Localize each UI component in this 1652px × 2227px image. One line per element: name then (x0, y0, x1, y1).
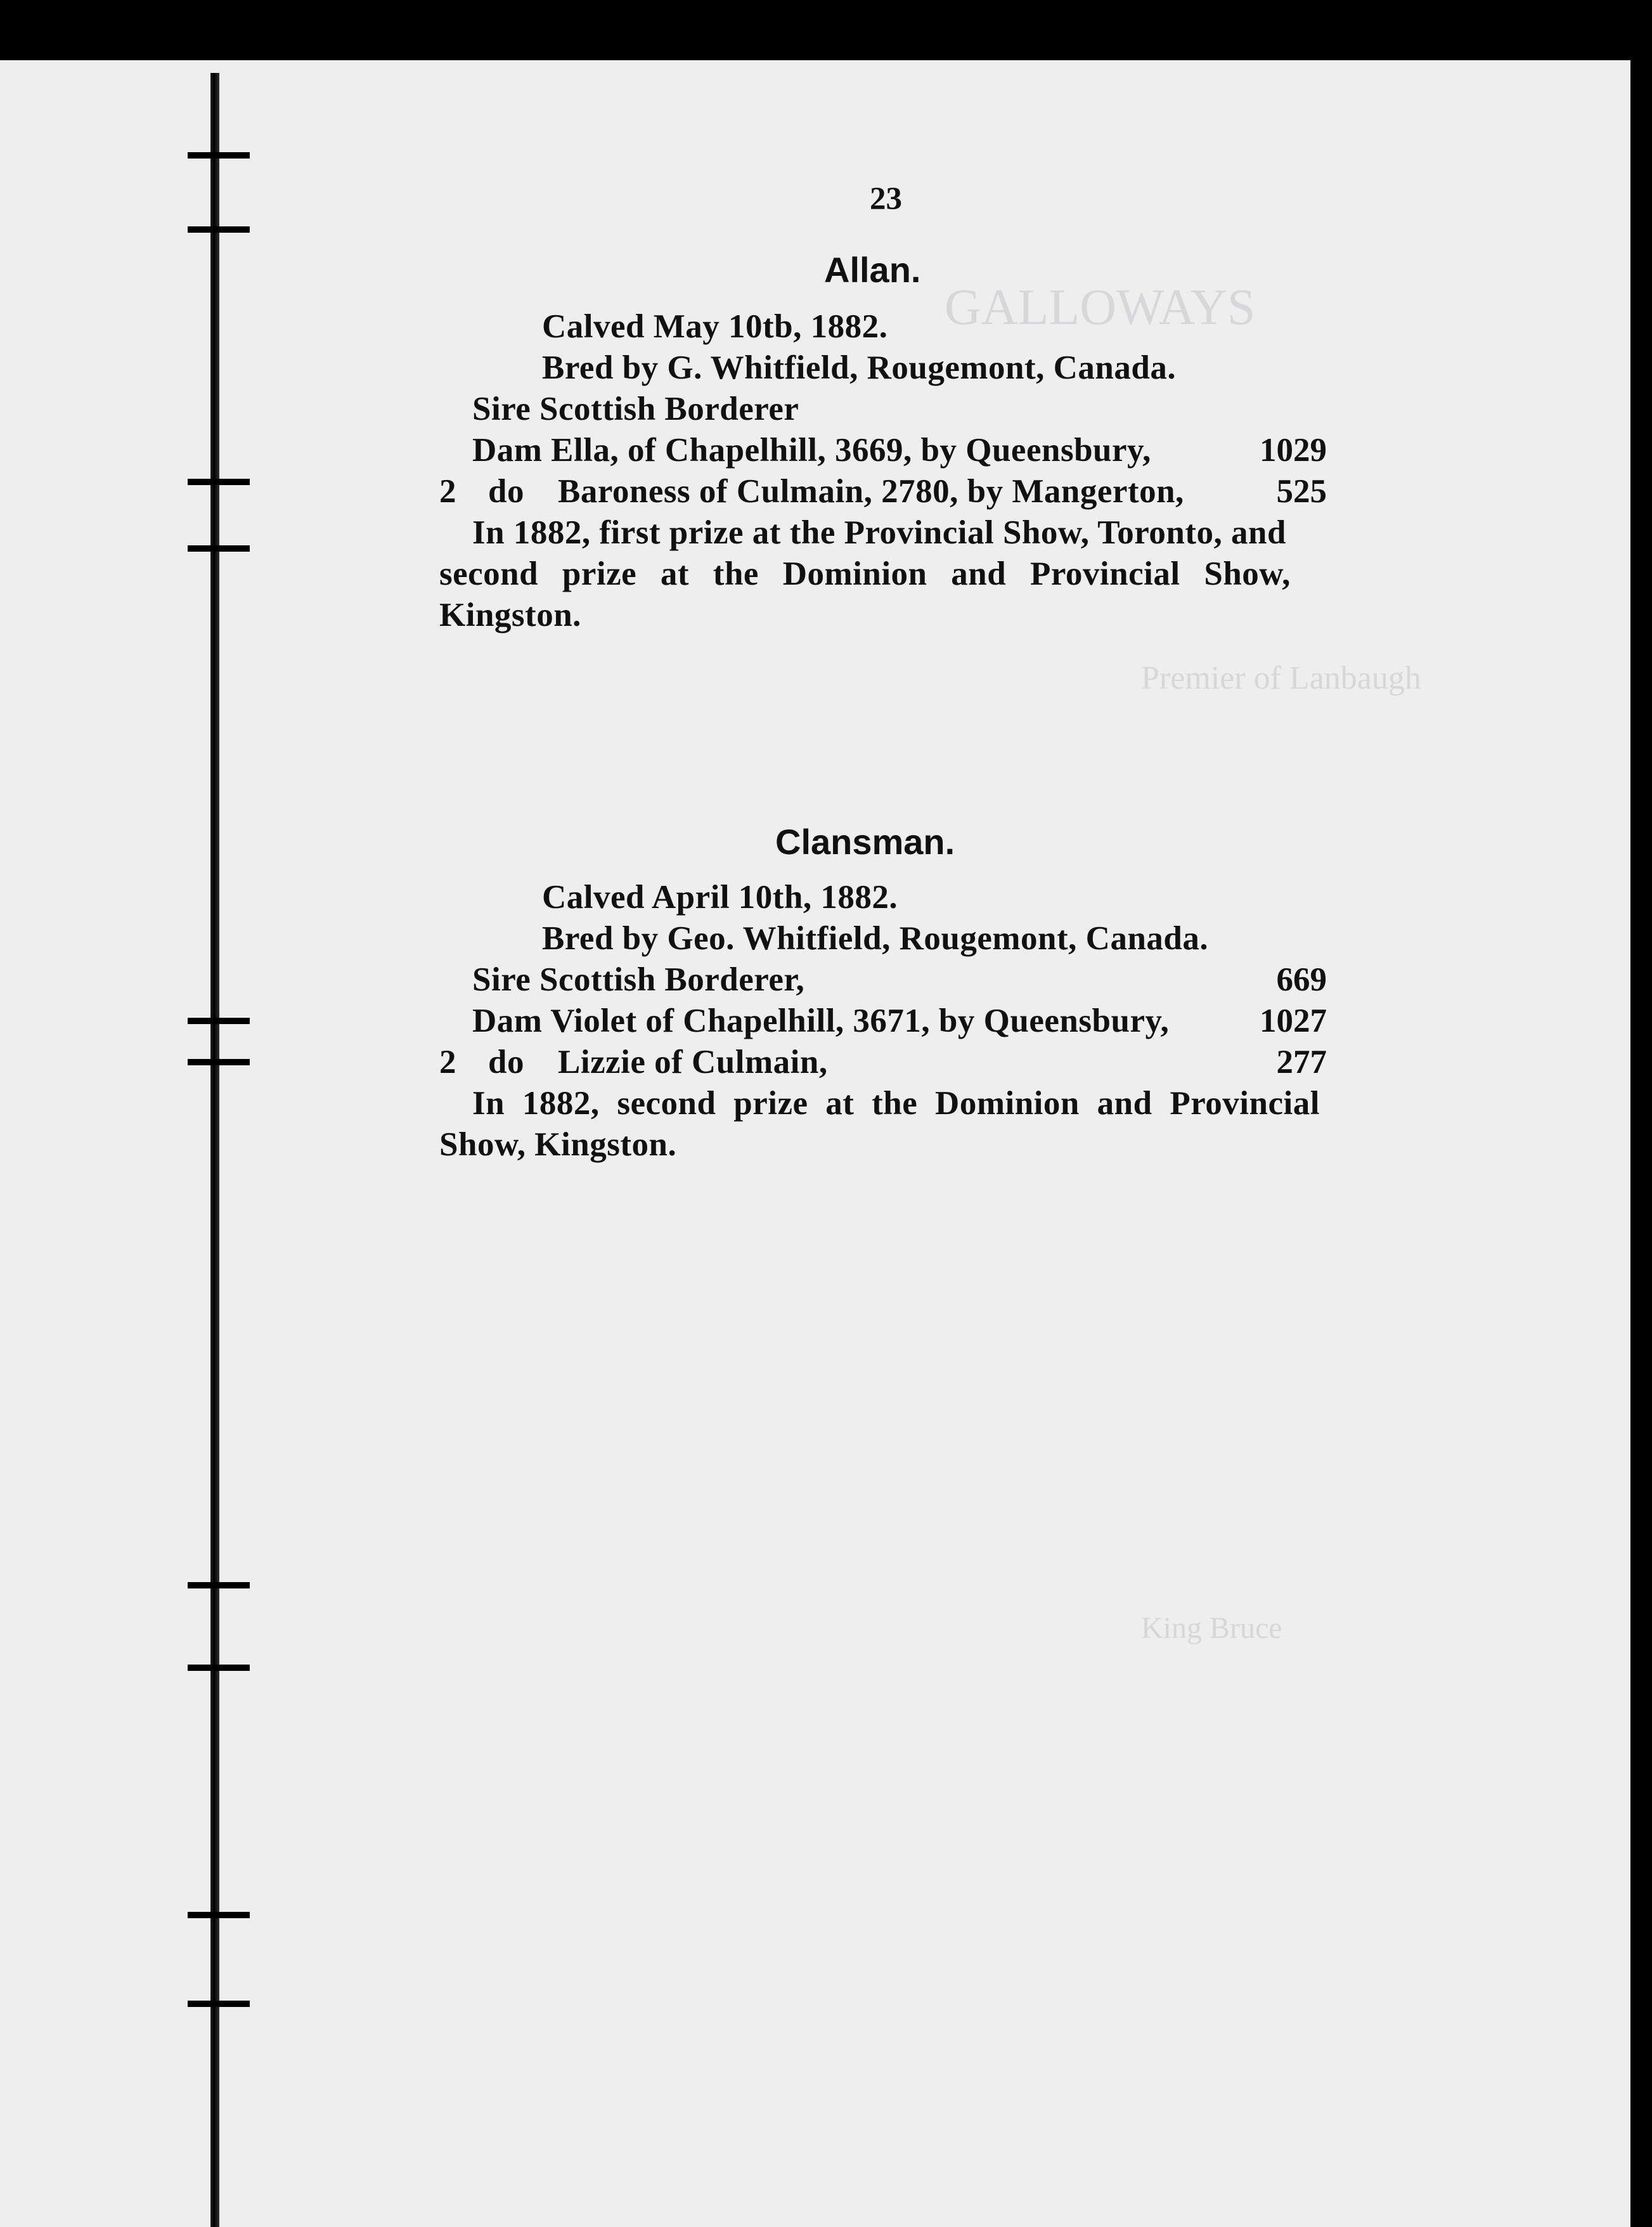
grand-dam-herdbook-number: 277 (1276, 1044, 1327, 1081)
bleed-through-text: Premier of Lanbaugh (1141, 660, 1421, 696)
binding-stitch (188, 1912, 250, 1918)
binding-stitch (188, 226, 250, 233)
sire-line: Sire Scottish Borderer, (472, 961, 805, 998)
prize-line: In 1882, first prize at the Provincial Show, Toronto, and (472, 514, 1286, 551)
binding-stitch (188, 1018, 250, 1024)
binding-stitch (188, 152, 250, 159)
calved-line: Calved April 10th, 1882. (542, 879, 898, 916)
calved-line: Calved May 10tb, 1882. (542, 308, 888, 345)
bred-line: Bred by G. Whitfield, Rougemont, Canada. (542, 349, 1177, 386)
grand-dam-line: Baroness of Culmain, 2780, by Mangerton, (558, 473, 1184, 510)
scan-edge (1630, 38, 1652, 2227)
binding-stitch (188, 479, 250, 485)
sire-line: Sire Scottish Borderer (472, 391, 799, 427)
bleed-through-text: King Bruce (1141, 1611, 1282, 1645)
page-number: 23 (870, 181, 902, 217)
binding-stitch (188, 1059, 250, 1065)
entry-heading: Allan. (824, 250, 921, 290)
dam-herdbook-number: 1029 (1260, 432, 1327, 469)
prize-line: Show, Kingston. (439, 1126, 677, 1163)
ditto-mark: do (488, 473, 524, 510)
prize-line: Kingston. (439, 597, 581, 633)
binding-stitch (188, 1665, 250, 1671)
bleed-through-text: GALLOWAYS (945, 280, 1256, 335)
binding-spine (210, 73, 219, 2227)
sire-herdbook-number: 669 (1276, 961, 1327, 998)
dam-line: Dam Ella, of Chapelhill, 3669, by Queensbury, (472, 432, 1151, 469)
dam-line: Dam Violet of Chapelhill, 3671, by Queensbury, (472, 1003, 1170, 1039)
dam-herdbook-number: 1027 (1260, 1003, 1327, 1039)
grand-dam-line: Lizzie of Culmain, (558, 1044, 828, 1081)
grand-dam-prefix: 2 (439, 1044, 456, 1081)
prize-line: In 1882, second prize at the Dominion and Provincial (472, 1085, 1320, 1122)
binding-stitch (188, 1582, 250, 1588)
ditto-mark: do (488, 1044, 524, 1081)
grand-dam-herdbook-number: 525 (1276, 473, 1327, 510)
document-page (0, 60, 1630, 2227)
binding-stitch (188, 545, 250, 552)
grand-dam-prefix: 2 (439, 473, 456, 510)
prize-line: second prize at the Dominion and Provincial Show, (439, 555, 1291, 592)
binding-stitch (188, 2001, 250, 2007)
entry-heading: Clansman. (775, 822, 955, 862)
bred-line: Bred by Geo. Whitfield, Rougemont, Canada. (542, 920, 1209, 957)
